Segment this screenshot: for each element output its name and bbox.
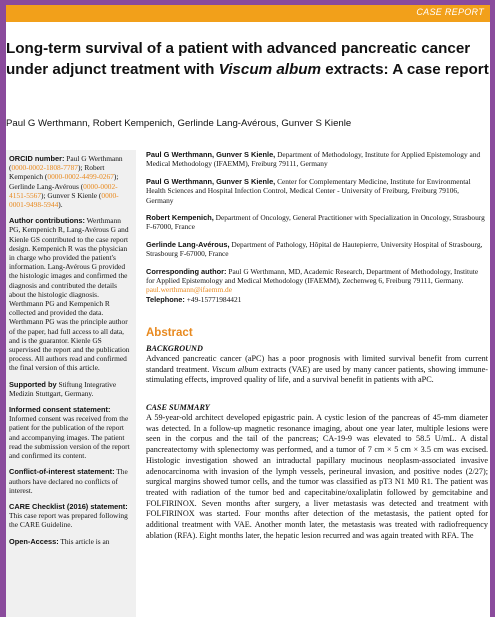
orcid-link[interactable]: 0000-0002-1808-7787 <box>11 163 78 173</box>
care-statement: CARE Checklist (2016) statement: This case report was prepared following the CARE Guideline. <box>9 501 128 530</box>
corresponding-author: Corresponding author: Paul G Werthmann, MD, Academic Research, Department of Methodology, Institute for Applied Epistemology and Medical Methodology (IFAEMM), Zechenweg 6, Freiburg 79111, Germany. paul.werthmann@ifaemm.de Telephone: +49-15771984421 <box>146 266 479 304</box>
background-heading: BACKGROUND <box>146 344 203 353</box>
case-summary-text: A 59-year-old architect developed epigastric pain. A cystic lesion of the pancreas of 45-mm diameter was detected. In a follow-up magnetic resonance imaging, about one year later, multiple lesions were seen in the corpus and the tail of the pancreas; CA-19-9 was elevated to 58.5 U/mL. A distal pancreatectomy with splenectomy was performed, and a tumor of 7 cm × 5 cm × 3.5 cm was excised. Histologic investigation showed an intraductal papillary mucinous neoplasm-associated invasive adenocarcinoma with invasion of the lymph vessels, perineural invasion, and positive nodes (2/27); surgical margins showed tumor cells, and the tumor was classified as pT3 N1 M0 R1. The patient was treated with radiation of the tumor bed and capecitabine/oxaliplatin followed by gemcitabine and FOLFIRINOX. Seven months after surgery, a liver metastasis was detected and treatment with FOLFIRINOX was started. Four months after detection of the metastasis, the patient opted for additional treatment with VAE. Another month later, the metastasis was treated with radiofrequency ablation (RFA). Eight months later, the hepatic lesion recurred and was again treated with RFA. The <box>146 413 488 540</box>
email-link[interactable]: paul.werthmann@ifaemm.de <box>146 285 233 295</box>
affiliation: Robert Kempenich, Department of Oncology, General Practitioner with Specialization in Oncology, Strasbourg F-67000, France <box>146 213 485 232</box>
orcid-link[interactable]: 0000-0002-4151-5567 <box>9 181 118 200</box>
orcid-link[interactable]: 0000-0002-4499-0267 <box>47 172 114 182</box>
author-contributions: Author contributions: Werthmann PG, Kempenich R, Lang-Avérous G and Kienle GS contributed to the case report design. Kempenich R was the physician in charge who provided the patient's information. Lang-Avérous G provided the histologic images and confirmed the diagnosis and contributed the details about the histologic diagnosis. Werthmann PG and Kempenich R collected and provided the data. Werthmann PG was the principle author of the paper, had full access to all data, and is the guarantor. Kienle GS supervised the report and the publication process. All authors read and confirmed the final version of this article. <box>9 216 130 373</box>
conflict-statement: Conflict-of-interest statement: The authors have declared no conflicts of interest. <box>9 467 128 495</box>
case-summary-heading: CASE SUMMARY <box>146 403 210 412</box>
article-info-sidebar <box>6 150 136 617</box>
consent-statement: Informed consent statement: Informed consent was received from the patient for the publication of the report and accompanying images. The patient read the submission version of the report and confirmed its content. <box>9 405 130 461</box>
open-access-statement: Open-Access: This article is an <box>9 536 110 546</box>
orcid-section: ORCID number: Paul G Werthmann (0000-0002-1808-7787); Robert Kempenich (0000-0002-4499-0267); Gerlinde Lang-Avérous (0000-0002-4151-5567); Gunver S Kienle (0000-0001-9498-5944). <box>9 154 123 210</box>
affiliation: Paul G Werthmann, Gunver S Kienle, Center for Complementary Medicine, Institute for Environmental Health Sciences and Hospital Infection Control, Medical Center - University of Freiburg, Freiburg 79106, Germany <box>146 176 471 205</box>
affiliation: Paul G Werthmann, Gunver S Kienle, Department of Methodology, Institute for Applied Epistemology and Medical Methodology (IFAEMM), Freiburg 79111, Germany <box>146 150 481 169</box>
case-report-banner <box>6 5 490 22</box>
support-statement: Supported by Stiftung Integrative Medizin Stuttgart, Germany. <box>9 379 117 398</box>
orcid-link[interactable]: 0000-0001-9498-5944 <box>9 190 119 210</box>
abstract-background <box>146 344 488 386</box>
author-list: Paul G Werthmann, Robert Kempenich, Gerlinde Lang-Avérous, Gunver S Kienle <box>6 118 352 129</box>
abstract-case-summary <box>146 403 488 541</box>
abstract-heading: Abstract <box>146 327 193 339</box>
article-title: Long-term survival of a patient with advanced pancreatic cancer under adjunct treatment with Viscum album extracts: A case report <box>6 40 489 78</box>
affiliation: Gerlinde Lang-Avérous, Department of Pathology, Hôpital de Hautepierre, University Hospital of Strasbourg, Strasbourg F-67000, France <box>146 239 483 259</box>
background-text: Advanced pancreatic cancer (aPC) has a poor prognosis with limited survival benefit from current standard treatment. Viscum album extracts (VAE) are used by many cancer patients, showing immune-stimulating effects, improved quality of life, and a survival benefit in patients with aPC. <box>146 354 488 385</box>
article-type-label: CASE REPORT <box>416 7 484 17</box>
affiliations-block <box>146 150 488 312</box>
article-page <box>6 5 490 617</box>
